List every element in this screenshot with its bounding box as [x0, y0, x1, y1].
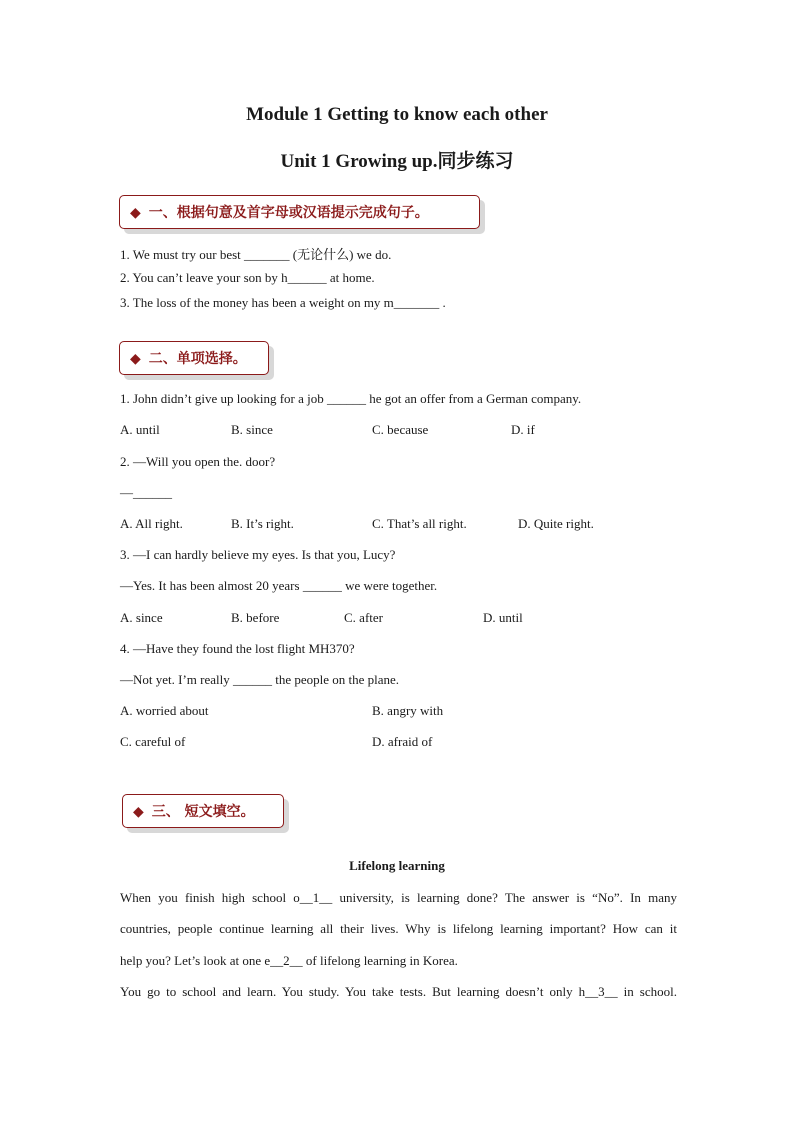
- passage-line-4: You go to school and learn. You study. You take tests. But learning doesn’t only h__3__ in school.: [120, 984, 677, 999]
- q2-option-b: B. It’s right.: [231, 516, 294, 531]
- diamond-icon: ◆: [130, 205, 141, 221]
- q3-option-c: C. after: [344, 610, 383, 625]
- document-title: Module 1 Getting to know each other: [246, 104, 548, 125]
- passage-line-3: help you? Let’s look at one e__2__ of lifelong learning in Korea.: [120, 953, 458, 968]
- q4-option-b: B. angry with: [372, 703, 444, 718]
- section3-header: [122, 794, 284, 828]
- section1-header: [119, 195, 480, 229]
- diamond-icon: ◆: [130, 351, 141, 367]
- q2-option-a: A. All right.: [120, 516, 183, 531]
- passage-line-2: countries, people continue learning all their lives. Why is lifelong learning important? How can it: [120, 921, 677, 936]
- section1-heading: 一、根据句意及首字母或汉语提示完成句子。: [148, 205, 429, 221]
- q1-option-c: C. because: [372, 422, 429, 437]
- q4-reply: —Not yet. I’m really ______ the people on the plane.: [120, 672, 400, 687]
- q4-option-c: C. careful of: [120, 734, 186, 749]
- q3-option-b: B. before: [231, 610, 280, 625]
- passage-title: Lifelong learning: [349, 858, 445, 873]
- q3-stem: 3. —I can hardly believe my eyes. Is that you, Lucy?: [120, 547, 396, 562]
- q3-option-a: A. since: [120, 610, 163, 625]
- q1-stem: 1. John didn’t give up looking for a job ______ he got an offer from a German company.: [120, 391, 582, 406]
- q2-stem: 2. —Will you open the. door?: [120, 454, 276, 469]
- q2-option-c: C. That’s all right.: [372, 516, 467, 531]
- q2-reply: —______: [120, 485, 172, 500]
- q4-option-d: D. afraid of: [372, 734, 433, 749]
- section1-item-1: 1. We must try our best _______ (无论什么) we do.: [120, 247, 392, 262]
- q1-option-b: B. since: [231, 422, 273, 437]
- q2-option-d: D. Quite right.: [518, 516, 594, 531]
- section1-item-3: 3. The loss of the money has been a weight on my m_______ .: [120, 295, 446, 310]
- diamond-icon: ◆: [133, 804, 144, 820]
- section1-item-2: 2. You can’t leave your son by h______ at home.: [120, 270, 375, 285]
- q3-reply: —Yes. It has been almost 20 years ______ we were together.: [120, 578, 438, 593]
- q1-option-a: A. until: [120, 422, 160, 437]
- q1-option-d: D. if: [511, 422, 535, 437]
- section2-header: [119, 341, 269, 375]
- section2-heading: 二、单项选择。: [148, 351, 247, 367]
- q4-option-a: A. worried about: [120, 703, 209, 718]
- q4-stem: 4. —Have they found the lost flight MH370?: [120, 641, 355, 656]
- section3-heading: 三、 短文填空。: [151, 804, 255, 820]
- passage-line-1: When you finish high school o__1__ university, is learning done? The answer is “No”. In many: [120, 890, 677, 905]
- q3-option-d: D. until: [483, 610, 523, 625]
- document-subtitle: Unit 1 Growing up.同步练习: [280, 151, 514, 172]
